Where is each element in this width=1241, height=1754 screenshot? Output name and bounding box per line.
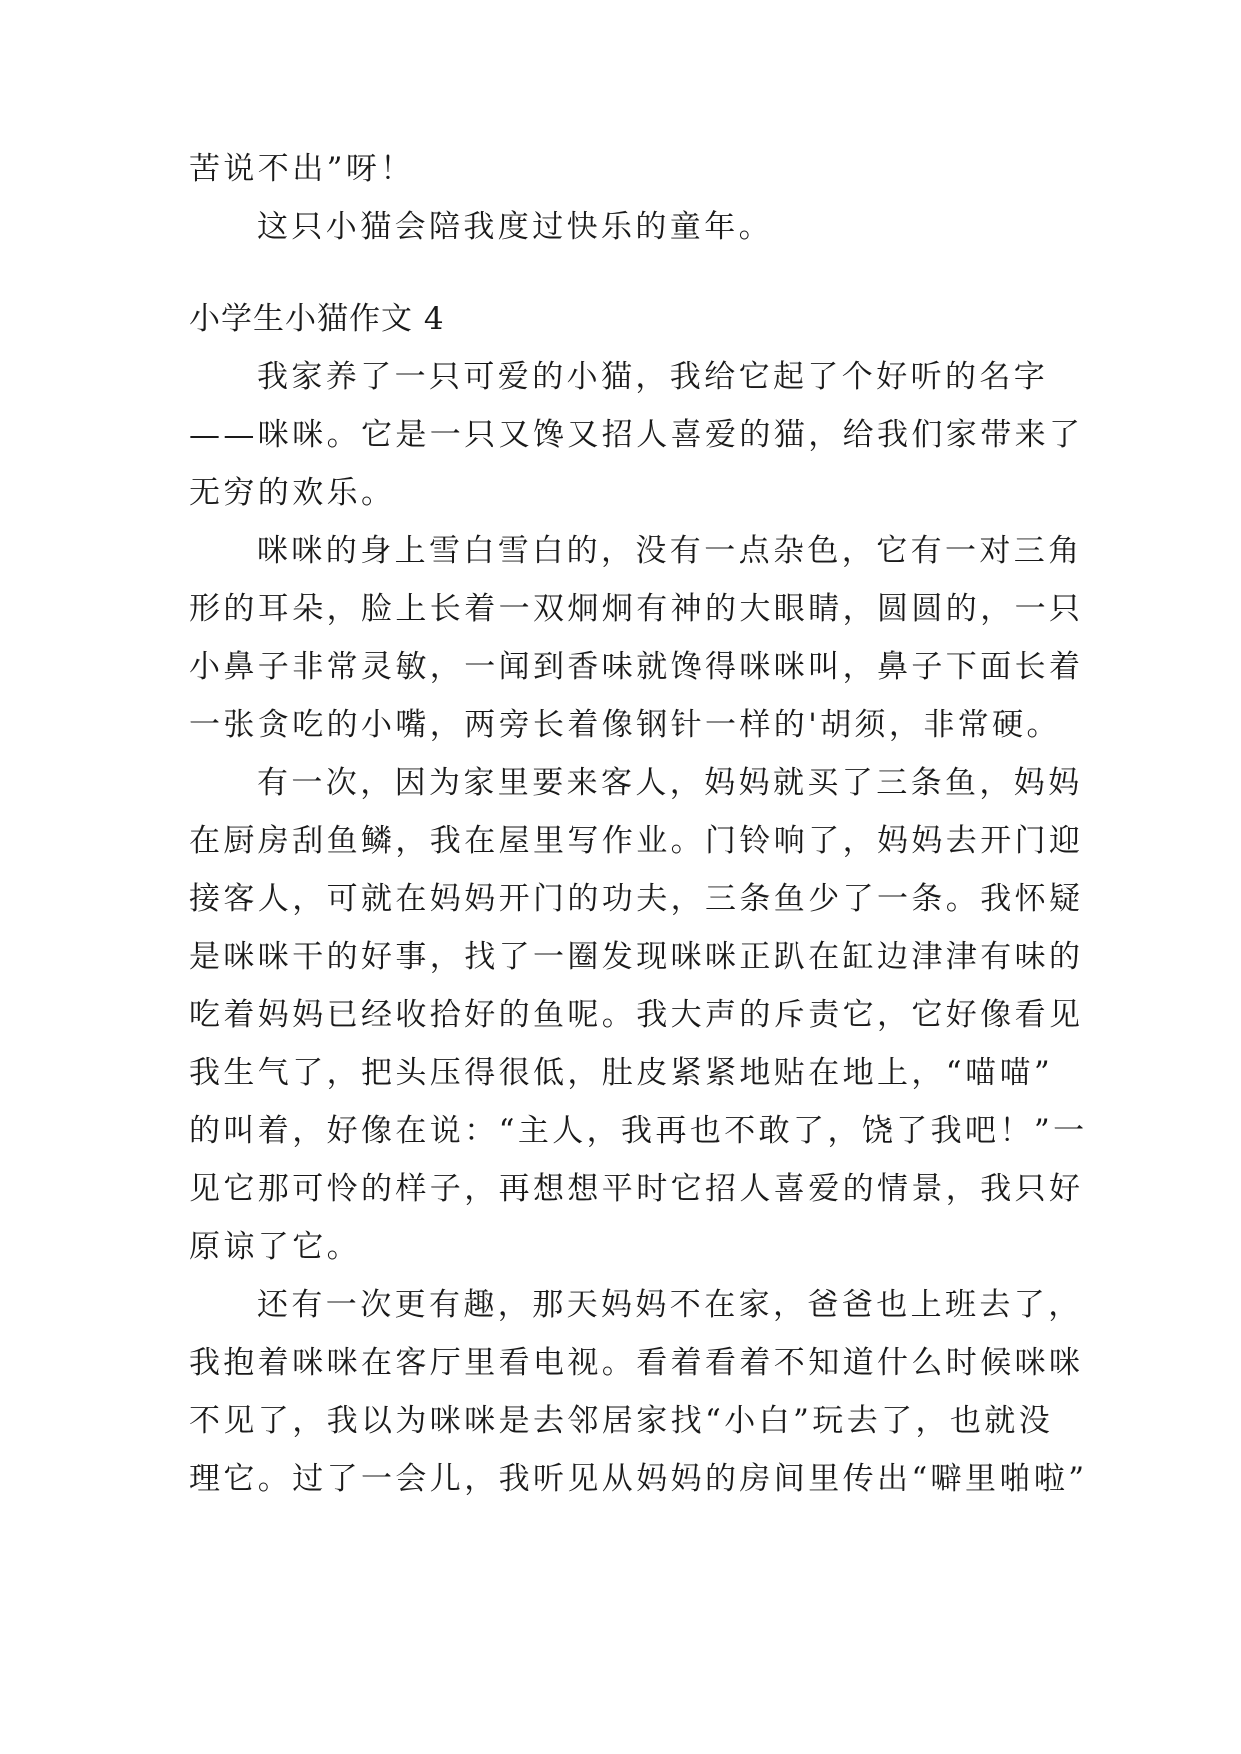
text-line: 无穷的欢乐。 (189, 475, 396, 511)
text-line: 在厨房刮鱼鳞，我在屋里写作业。门铃响了，妈妈去开门迎 (189, 823, 1084, 859)
text-line: 不见了，我以为咪咪是去邻居家找“小白”玩去了，也就没 (189, 1403, 1054, 1439)
text-line: 有一次，因为家里要来客人，妈妈就买了三条鱼，妈妈 (257, 765, 1083, 801)
section-gap (189, 256, 1059, 290)
text-line: 我生气了，把头压得很低，肚皮紧紧地贴在地上，“喵喵” (189, 1055, 1054, 1091)
paragraph-2 (189, 522, 1084, 754)
text-line: 形的耳朵，脸上长着一双炯炯有神的大眼睛，圆圆的，一只 (189, 591, 1084, 627)
text-line: 我抱着咪咪在客厅里看电视。看着看着不知道什么时候咪咪 (189, 1345, 1084, 1381)
text-line: 还有一次更有趣，那天妈妈不在家，爸爸也上班去了， (257, 1287, 1083, 1323)
document-page (189, 140, 1088, 1508)
text-line: 接客人，可就在妈妈开门的功夫，三条鱼少了一条。我怀疑 (189, 881, 1084, 917)
text-line: 小鼻子非常灵敏，一闻到香味就馋得咪咪叫，鼻子下面长着 (189, 649, 1084, 685)
text-line: 这只小猫会陪我度过快乐的童年。 (257, 209, 773, 245)
paragraph-3 (189, 754, 1088, 1276)
text-line: 理它。过了一会儿，我听见从妈妈的房间里传出“噼里啪啦” (189, 1461, 1088, 1497)
text-line: 原谅了它。 (189, 1229, 361, 1265)
text-line: 我家养了一只可爱的小猫，我给它起了个好听的名字 (257, 359, 1049, 395)
text-line: 是咪咪干的好事，找了一圈发现咪咪正趴在缸边津津有味的 (189, 939, 1084, 975)
text-line: ——咪咪。它是一只又馋又招人喜爱的猫，给我们家带来了 (189, 417, 1084, 453)
paragraph-4 (189, 1276, 1088, 1508)
text-line: 吃着妈妈已经收拾好的鱼呢。我大声的斥责它，它好像看见 (189, 997, 1084, 1033)
text-line: 苦说不出”呀！ (189, 151, 415, 187)
section-title: 小学生小猫作文 4 (189, 301, 445, 337)
text-line: 见它那可怜的样子，再想想平时它招人喜爱的情景，我只好 (189, 1171, 1084, 1207)
text-line: 咪咪的身上雪白雪白的，没有一点杂色，它有一对三角 (257, 533, 1083, 569)
text-line: 一张贪吃的小嘴，两旁长着像钢针一样的'胡须，非常硬。 (189, 707, 1061, 743)
paragraph-1 (189, 348, 1084, 522)
text-line: 的叫着，好像在说：“主人，我再也不敢了，饶了我吧！”一 (189, 1113, 1088, 1149)
